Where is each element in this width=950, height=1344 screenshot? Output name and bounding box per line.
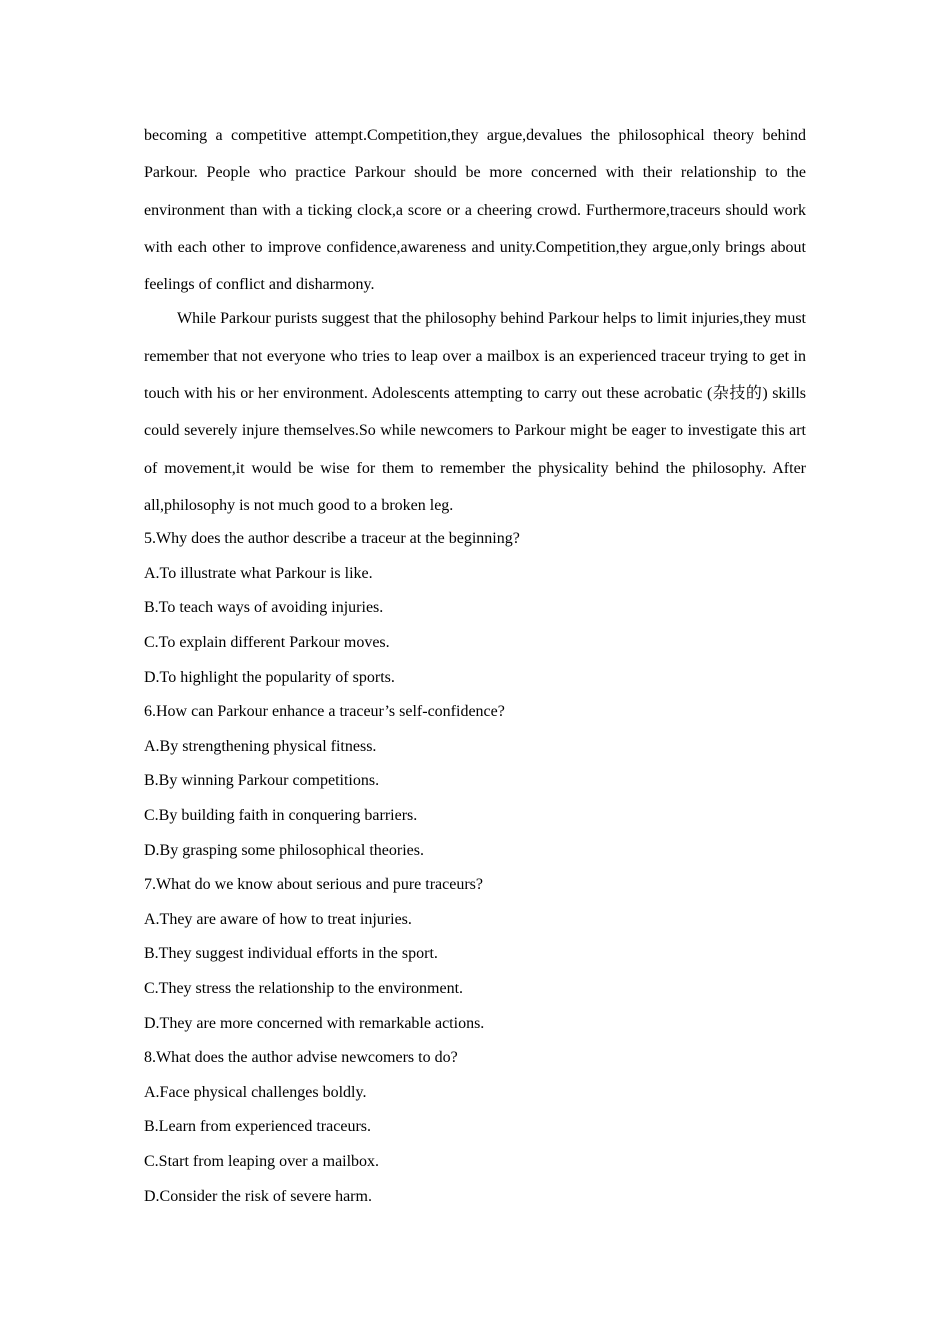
option-a: A.By strengthening physical fitness. (144, 737, 377, 755)
question-6 (144, 695, 806, 868)
option-d: D.To highlight the popularity of sports. (144, 668, 395, 686)
option-d: D.Consider the risk of severe harm. (144, 1187, 372, 1205)
question-8 (144, 1041, 806, 1214)
passage-paragraph-2: While Parkour purists suggest that the philosophy behind Parkour helps to limit injuries,they must remember that not everyone who tries to leap over a mailbox is an experienced traceur trying to get in touch with his or her environment. Adolescents attempting to carry out these acrobatic (杂技的) skills could severely injure themselves.So while newcomers to Parkour might be eager to investigate this art of movement,it would be wise for them to remember the physicality behind the philosophy. After all,philosophy is not much good to a broken leg. (144, 310, 806, 514)
question-stem: 7.What do we know about serious and pure traceurs? (144, 876, 483, 894)
option-c: C.By building faith in conquering barriers. (144, 807, 418, 825)
passage-paragraph-1: becoming a competitive attempt.Competition,they argue,devalues the philosophical theory behind Parkour. People who practice Parkour should be more concerned with their relationship to the environment than with a ticking clock,a score or a cheering crowd. Furthermore,traceurs should work with each other to improve confidence,awareness and unity.Competition,they argue,only brings about feelings of conflict and disharmony. (144, 127, 806, 294)
question-7 (144, 868, 806, 1041)
option-a: A.They are aware of how to treat injuries. (144, 910, 412, 928)
option-c: C.Start from leaping over a mailbox. (144, 1152, 380, 1170)
option-b: B.To teach ways of avoiding injuries. (144, 599, 384, 617)
question-stem: 8.What does the author advise newcomers to do? (144, 1049, 458, 1067)
option-b: B.By winning Parkour competitions. (144, 772, 380, 790)
option-a: A.Face physical challenges boldly. (144, 1083, 367, 1101)
option-a: A.To illustrate what Parkour is like. (144, 564, 373, 582)
document-page (144, 117, 806, 1214)
option-c: C.To explain different Parkour moves. (144, 634, 390, 652)
question-5 (144, 522, 806, 695)
option-d: D.By grasping some philosophical theories. (144, 841, 424, 859)
option-c: C.They stress the relationship to the environment. (144, 979, 464, 997)
question-stem: 6.How can Parkour enhance a traceur’s self-confidence? (144, 703, 505, 721)
option-d: D.They are more concerned with remarkable actions. (144, 1014, 485, 1032)
question-stem: 5.Why does the author describe a traceur at the beginning? (144, 530, 520, 548)
option-b: B.Learn from experienced traceurs. (144, 1118, 371, 1136)
option-b: B.They suggest individual efforts in the sport. (144, 945, 438, 963)
